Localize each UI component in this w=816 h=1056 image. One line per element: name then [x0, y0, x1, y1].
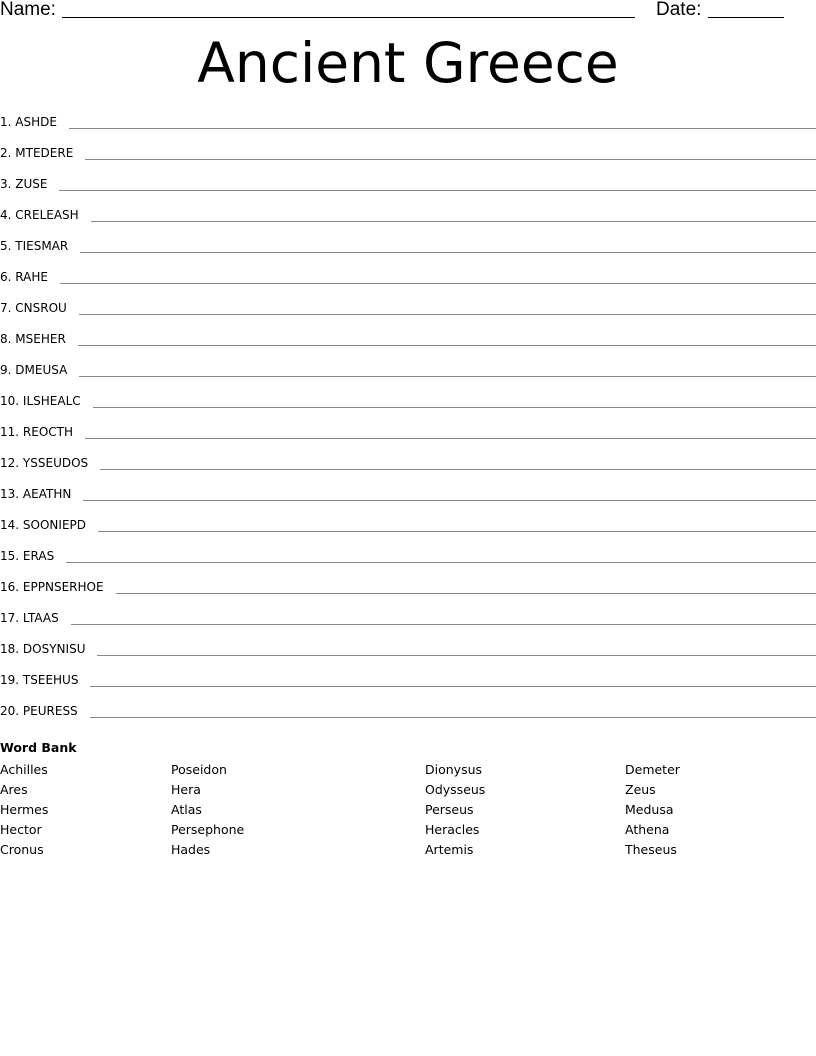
word-bank-title: Word Bank: [0, 740, 77, 755]
question-row: [0, 285, 816, 316]
question-text: [0, 238, 80, 254]
word-bank-column: [625, 760, 680, 860]
question-row: [0, 113, 816, 130]
name-field-line[interactable]: [62, 17, 635, 18]
question-number: 10.: [0, 394, 20, 408]
question-row: [0, 192, 816, 223]
scrambled-word: CRELEASH: [15, 208, 79, 222]
word-bank-word: Dionysus: [425, 762, 483, 777]
question-text: [0, 517, 98, 533]
scrambled-word: REOCTH: [22, 425, 74, 439]
scrambled-word: YSSEUDOS: [22, 456, 89, 470]
question-number: 2.: [0, 146, 12, 160]
question-text: [0, 455, 100, 471]
question-text: [0, 641, 97, 657]
worksheet-header: [0, 0, 816, 22]
word-bank: [0, 740, 816, 860]
question-number: 15.: [0, 549, 20, 563]
worksheet-title: Ancient Greece: [197, 31, 619, 95]
question-text: [0, 362, 79, 378]
question-row: [0, 161, 816, 192]
word-bank-word: Athena: [625, 822, 670, 837]
word-bank-word: Hades: [171, 842, 211, 857]
word-bank-grid: [0, 760, 816, 860]
scrambled-word: LTAAS: [22, 611, 59, 625]
question-number: 3.: [0, 177, 12, 191]
scrambled-word: TSEEHUS: [22, 673, 79, 687]
question-text: [0, 703, 90, 719]
scrambled-word: ILSHEALC: [22, 394, 81, 408]
answer-line[interactable]: [80, 251, 816, 253]
question-row: [0, 533, 816, 564]
word-bank-word: Theseus: [625, 842, 677, 857]
question-row: [0, 657, 816, 688]
word-bank-word: Demeter: [625, 762, 680, 777]
question-row: [0, 130, 816, 161]
question-text: [0, 114, 69, 130]
word-bank-word: Hermes: [0, 802, 49, 817]
question-number: 9.: [0, 363, 12, 377]
question-number: 8.: [0, 332, 12, 346]
scrambled-word: DMEUSA: [15, 363, 68, 377]
scrambled-word: DOSYNISU: [22, 642, 86, 656]
answer-line[interactable]: [85, 437, 816, 439]
question-row: [0, 595, 816, 626]
question-text: [0, 486, 83, 502]
question-number: 5.: [0, 239, 12, 253]
scrambled-word: TIESMAR: [15, 239, 69, 253]
answer-line[interactable]: [90, 685, 816, 687]
word-bank-column: [171, 760, 244, 860]
scrambled-word: EPPNSERHOE: [22, 580, 104, 594]
question-number: 18.: [0, 642, 20, 656]
question-row: [0, 564, 816, 595]
word-bank-word: Cronus: [0, 842, 44, 857]
answer-line[interactable]: [78, 344, 816, 346]
answer-line[interactable]: [100, 468, 816, 470]
question-row: [0, 688, 816, 719]
word-bank-word: Hector: [0, 822, 42, 837]
question-text: [0, 548, 66, 564]
answer-line[interactable]: [91, 220, 816, 222]
scrambled-word: SOONIEPD: [22, 518, 87, 532]
question-number: 19.: [0, 673, 20, 687]
answer-line[interactable]: [69, 127, 816, 129]
scrambled-word: ERAS: [22, 549, 55, 563]
scrambled-word: RAHE: [15, 270, 48, 284]
question-row: [0, 471, 816, 502]
word-bank-word: Zeus: [625, 782, 656, 797]
question-number: 4.: [0, 208, 12, 222]
question-text: [0, 331, 78, 347]
question-number: 13.: [0, 487, 20, 501]
question-row: [0, 223, 816, 254]
answer-line[interactable]: [97, 654, 816, 656]
question-list: [0, 113, 816, 719]
word-bank-word: Atlas: [171, 802, 202, 817]
question-text: [0, 176, 59, 192]
answer-line[interactable]: [85, 158, 816, 160]
question-text: [0, 300, 79, 316]
answer-line[interactable]: [93, 406, 816, 408]
word-bank-word: Medusa: [625, 802, 674, 817]
answer-line[interactable]: [60, 282, 816, 284]
question-number: 16.: [0, 580, 20, 594]
word-bank-column: [0, 760, 48, 860]
question-number: 20.: [0, 704, 20, 718]
question-text: [0, 672, 90, 688]
scrambled-word: ASHDE: [15, 115, 57, 129]
date-label: Date:: [656, 0, 702, 20]
question-row: [0, 626, 816, 657]
word-bank-word: Hera: [171, 782, 201, 797]
word-bank-word: Perseus: [425, 802, 474, 817]
word-bank-word: Ares: [0, 782, 28, 797]
question-row: [0, 378, 816, 409]
answer-line[interactable]: [98, 530, 816, 532]
scrambled-word: MSEHER: [15, 332, 66, 346]
question-text: [0, 269, 60, 285]
scrambled-word: AEATHN: [22, 487, 72, 501]
question-row: [0, 347, 816, 378]
answer-line[interactable]: [71, 623, 816, 625]
word-bank-word: Achilles: [0, 762, 48, 777]
answer-line[interactable]: [116, 592, 816, 594]
question-text: [0, 207, 91, 223]
question-row: [0, 440, 816, 471]
scrambled-word: MTEDERE: [15, 146, 74, 160]
question-text: [0, 424, 85, 440]
question-row: [0, 254, 816, 285]
word-bank-word: Odysseus: [425, 782, 486, 797]
answer-line[interactable]: [66, 561, 816, 563]
answer-line[interactable]: [79, 313, 816, 315]
answer-line[interactable]: [83, 499, 816, 501]
question-text: [0, 610, 71, 626]
answer-line[interactable]: [79, 375, 816, 377]
scrambled-word: ZUSE: [15, 177, 48, 191]
question-number: 11.: [0, 425, 20, 439]
word-bank-word: Artemis: [425, 842, 474, 857]
question-row: [0, 502, 816, 533]
word-bank-word: Poseidon: [171, 762, 227, 777]
question-row: [0, 409, 816, 440]
question-text: [0, 579, 116, 595]
word-bank-word: Persephone: [171, 822, 245, 837]
name-label: Name:: [0, 0, 56, 20]
scrambled-word: CNSROU: [15, 301, 67, 315]
question-number: 1.: [0, 115, 12, 129]
question-row: [0, 316, 816, 347]
answer-line[interactable]: [59, 189, 816, 191]
question-number: 14.: [0, 518, 20, 532]
question-number: 6.: [0, 270, 12, 284]
date-field-line[interactable]: [708, 17, 784, 18]
word-bank-column: [425, 760, 485, 860]
answer-line[interactable]: [90, 716, 816, 718]
question-number: 7.: [0, 301, 12, 315]
question-text: [0, 393, 93, 409]
scrambled-word: PEURESS: [22, 704, 78, 718]
question-number: 17.: [0, 611, 20, 625]
question-text: [0, 145, 85, 161]
word-bank-word: Heracles: [425, 822, 480, 837]
question-number: 12.: [0, 456, 20, 470]
